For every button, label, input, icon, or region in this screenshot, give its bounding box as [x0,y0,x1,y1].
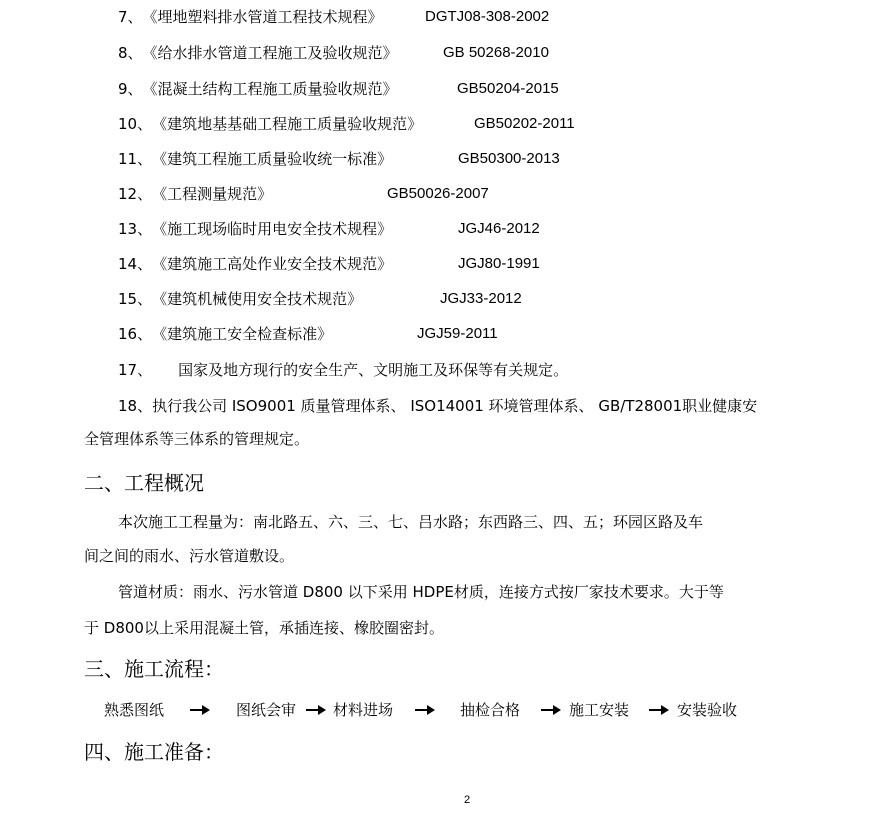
reference-number: 13、 [118,220,153,238]
reference-number: 14、 [118,255,153,273]
reference-item [118,254,392,274]
process-step: 安装验收 [677,701,738,719]
reference-text: 国家及地方现行的安全生产、文明施工及环保等有关规定。 [178,361,569,379]
reference-title: 《工程测量规范》 [152,185,273,203]
reference-code: JGJ80-1991 [458,255,540,272]
reference-title: 《建筑地基基础工程施工质量验收规范》 [152,115,423,133]
reference-title: 《混凝土结构工程施工质量验收规范》 [142,80,398,98]
reference-item [118,79,398,99]
page-number: 2 [464,794,471,806]
section-heading-overview: 二、工程概况 [84,471,204,495]
process-step: 材料进场 [333,701,394,719]
reference-title: 《建筑工程施工质量验收统一标准》 [152,150,393,168]
reference-code: GB50204-2015 [457,80,559,97]
reference-title: 《建筑机械使用安全技术规范》 [152,290,363,308]
section-heading-process: 三、施工流程： [84,657,224,681]
reference-number: 9、 [118,80,143,98]
reference-title: 《给水排水管道工程施工及验收规范》 [142,44,398,62]
arrow-right-icon [190,703,210,717]
reference-code: JGJ33-2012 [440,290,522,307]
reference-item [118,149,392,169]
reference-title: 《建筑施工高处作业安全技术规范》 [152,255,393,273]
reference-code: JGJ59-2011 [417,325,498,342]
reference-code: JGJ46-2012 [458,220,540,237]
reference-item [118,184,272,204]
reference-item [118,43,398,63]
reference-number: 17、 [118,361,153,379]
section-heading-preparation: 四、施工准备： [84,740,224,764]
reference-item-18-line1: 18、执行我公司 ISO9001 质量管理体系、 ISO14001 环境管理体系、 GB/T28001职业健康安 [118,397,758,415]
reference-code: GB50026-2007 [387,185,489,202]
reference-item [118,7,383,27]
reference-number: 12、 [118,185,153,203]
process-step: 图纸会审 [236,701,297,719]
process-step: 施工安装 [569,701,630,719]
reference-number: 10、 [118,115,153,133]
overview-paragraph-2-line1: 管道材质：雨水、污水管道 D800 以下采用 HDPE材质，连接方式按厂家技术要求。大于等 [118,583,724,601]
overview-paragraph-1-line2: 间之间的雨水、污水管道敷设。 [84,547,295,565]
reference-code: GB50202-2011 [474,115,575,132]
arrow-right-icon [541,703,561,717]
process-step: 抽检合格 [460,701,521,719]
reference-number: 7、 [118,8,143,26]
reference-title: 《建筑施工安全检查标准》 [152,325,333,343]
reference-number: 16、 [118,325,153,343]
reference-code: GB50300-2013 [458,150,560,167]
reference-number: 8、 [118,44,143,62]
reference-item-17 [118,360,568,380]
process-step: 熟悉图纸 [104,701,165,719]
reference-code: GB 50268-2010 [443,44,549,61]
reference-item [118,324,332,344]
overview-paragraph-1-line1: 本次施工工程量为：南北路五、六、三、七、吕水路；东西路三、四、五；环园区路及车 [118,513,704,531]
reference-item [118,114,422,134]
reference-title: 《施工现场临时用电安全技术规程》 [152,220,393,238]
reference-item [118,219,392,239]
reference-code: DGTJ08-308-2002 [425,8,550,25]
reference-number: 11、 [118,150,153,168]
overview-paragraph-2-line2: 于 D800以上采用混凝土管，承插连接、橡胶圈密封。 [84,619,444,637]
reference-number: 15、 [118,290,153,308]
reference-item-18-line2: 全管理体系等三体系的管理规定。 [84,430,310,448]
arrow-right-icon [306,703,326,717]
reference-title: 《埋地塑料排水管道工程技术规程》 [142,8,383,26]
arrow-right-icon [415,703,435,717]
arrow-right-icon [649,703,669,717]
reference-item [118,289,362,309]
